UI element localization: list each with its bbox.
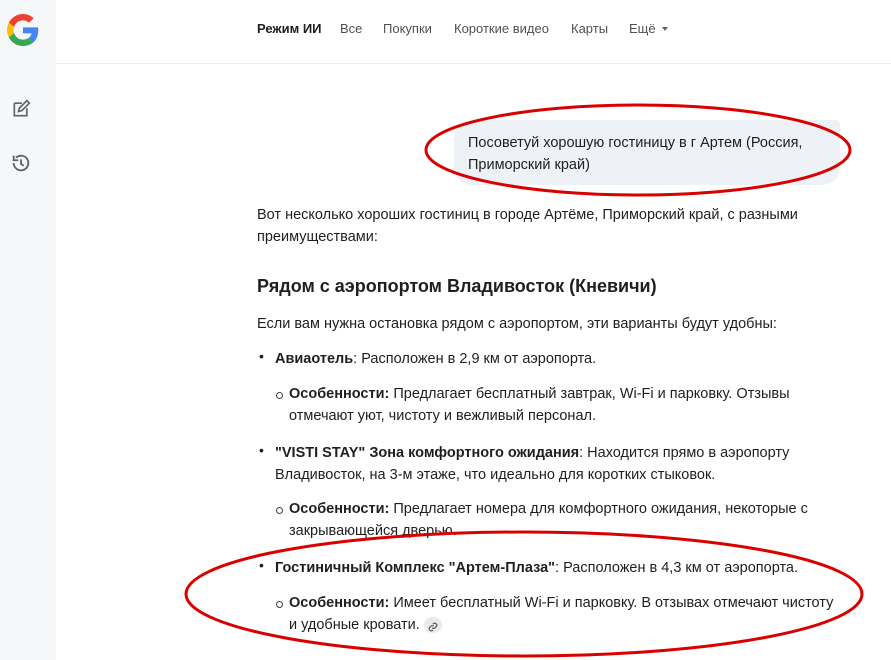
feature-label: Особенности: xyxy=(289,501,390,517)
list-item xyxy=(289,592,841,636)
top-nav xyxy=(56,0,891,64)
list-item xyxy=(275,442,820,486)
hotel-desc: : Расположен в 4,3 км от аэропорта. xyxy=(555,560,799,576)
hotel-name: "VISTI STAY" Зона комфортного ожидания xyxy=(275,445,580,461)
link-icon[interactable] xyxy=(424,617,442,633)
hotel-desc: : Находится прямо в аэропорту Владивосток, на 3-м этаже, что идеально для коротких стыковок. xyxy=(275,445,790,483)
google-logo[interactable] xyxy=(7,14,39,46)
history-icon[interactable] xyxy=(8,150,34,176)
hotel-desc: : Расположен в 2,9 км от аэропорта. xyxy=(353,351,597,367)
feature-text: Предлагает номера для комфортного ожидания, некоторые с закрывающейся дверью. xyxy=(289,501,808,539)
chevron-down-icon xyxy=(662,27,668,31)
tab-all[interactable]: Все xyxy=(340,21,363,36)
feature-text: Предлагает бесплатный завтрак, Wi-Fi и парковку. Отзывы отмечают уют, чистоту и вежливый персонал. xyxy=(289,386,790,424)
tab-maps[interactable]: Карты xyxy=(571,21,609,36)
bullet-dot: • xyxy=(259,557,264,573)
list-item xyxy=(275,348,835,370)
answer-intro: Вот несколько хороших гостиниц в городе Артёме, Приморский край, с разными преимуществами: xyxy=(257,207,798,245)
left-rail xyxy=(0,0,56,660)
bullet-dot: • xyxy=(259,348,264,364)
hotel-name: Авиаотель xyxy=(275,351,354,367)
tab-more[interactable] xyxy=(629,21,668,36)
user-query-text: Посоветуй хорошую гостиницу в г Артем (Россия, Приморский край) xyxy=(468,135,803,173)
sub-bullet xyxy=(276,507,283,514)
user-query-bubble xyxy=(454,120,840,185)
feature-label: Особенности: xyxy=(289,595,390,611)
tab-short-videos[interactable]: Короткие видео xyxy=(454,21,549,36)
feature-label: Особенности: xyxy=(289,386,390,402)
tab-shopping[interactable]: Покупки xyxy=(383,21,432,36)
section-intro: Если вам нужна остановка рядом с аэропортом, эти варианты будут удобны: xyxy=(257,316,777,332)
edit-icon[interactable] xyxy=(8,96,34,122)
feature-text: Имеет бесплатный Wi-Fi и парковку. В отзывах отмечают чистоту и удобные кровати. xyxy=(289,595,834,633)
list-item xyxy=(289,383,834,427)
tab-ai-mode[interactable]: Режим ИИ xyxy=(257,21,322,36)
list-item xyxy=(275,557,835,579)
bullet-dot: • xyxy=(259,442,264,458)
section-title: Рядом с аэропортом Владивосток (Кневичи) xyxy=(257,276,657,296)
sub-bullet xyxy=(276,392,283,399)
sub-bullet xyxy=(276,601,283,608)
list-item xyxy=(289,498,834,542)
tab-more-label: Ещё xyxy=(629,21,656,36)
hotel-name: Гостиничный Комплекс "Артем-Плаза" xyxy=(275,560,556,576)
